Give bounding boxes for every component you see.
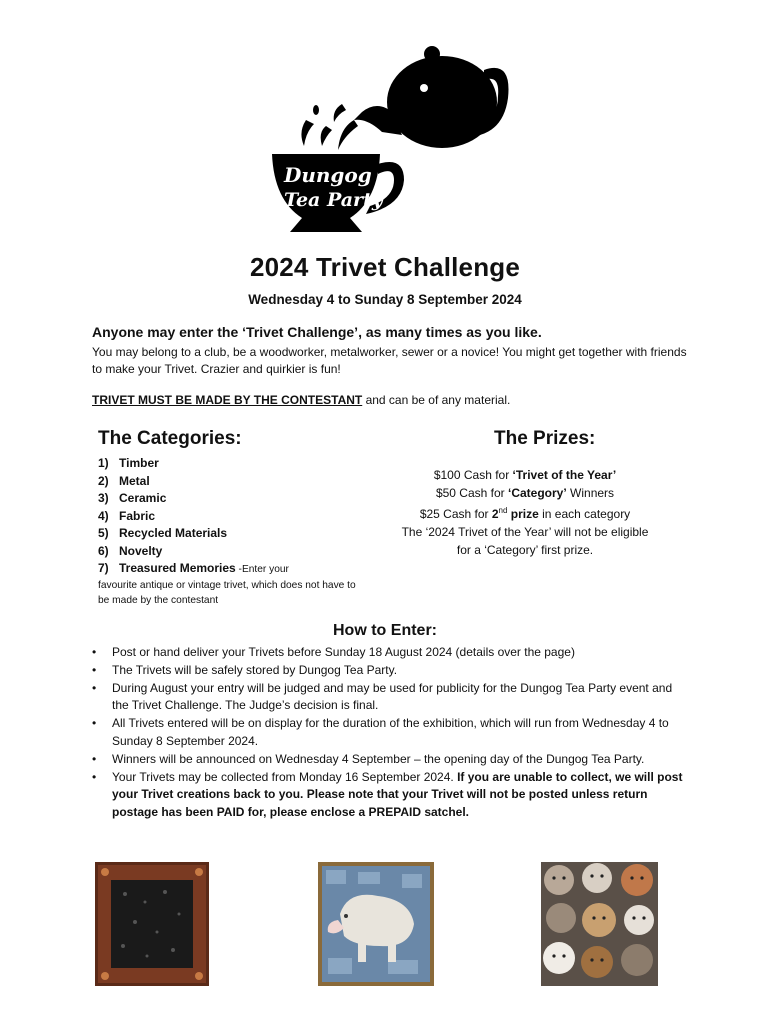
category-item: 1) Timber [98, 456, 159, 470]
trivet-photo-timber-granite [95, 862, 209, 986]
list-item: • Your Trivets may be collected from Monday 16 September 2024. If you are unable to collect, we will post your Trivet creations back to you. Please note that your Trivet will not be posted unless return postage has been PAID for, please enclose a PREPAID satchel. [92, 769, 692, 822]
category-item: 4) Fabric [98, 508, 156, 523]
intro-body: You may belong to a club, be a woodworker, metalworker, sewer or a novice! You might get together with friends to make your Trivet. Crazier and quirkier is fun! [92, 345, 687, 376]
rule-underlined: TRIVET MUST BE MADE BY THE CONTESTANT [92, 393, 363, 407]
logo-line2: Tea Party [284, 189, 383, 211]
pouring-tea-icon [301, 104, 358, 150]
dungog-tea-party-logo [262, 40, 512, 240]
category-item: 6) Novelty [98, 543, 163, 558]
prizes-heading: The Prizes: [494, 428, 596, 449]
category-note: favourite antique or vintage trivet, which does not have to be made by the contestant [98, 580, 356, 606]
category-item: 3) Ceramic [98, 491, 167, 505]
category-item: 5) Recycled Materials [98, 526, 228, 540]
trivet-photo-mosaic-pig [318, 862, 434, 986]
trivet-photo-cats-fabric [541, 862, 658, 986]
contestant-rule [92, 393, 510, 407]
intro-heading: Anyone may enter the ‘Trivet Challenge’, as many times as you like. [92, 324, 542, 340]
rule-rest: and can be of any material. [362, 393, 511, 407]
prize-line: for a ‘Category’ first prize. [456, 543, 594, 557]
prize-line: $25 Cash for 2nd prize in each category [419, 506, 631, 521]
how-to-enter-heading: How to Enter: [333, 622, 437, 639]
category-note-inline: -Enter your [235, 564, 289, 575]
how-to-enter-list [92, 644, 692, 822]
categories-list [98, 455, 358, 578]
list-item: • Winners will be announced on Wednesday 4 September – the opening day of the Dungog Tea Party. [92, 751, 692, 769]
prizes-list [365, 466, 685, 559]
category-item: 7) Treasured Memories -Enter your [98, 561, 289, 575]
category-item: 2) Metal [98, 473, 150, 488]
list-item: • The Trivets will be safely stored by Dungog Tea Party. [92, 662, 692, 680]
prize-line: The ‘2024 Trivet of the Year’ will not be eligible [401, 525, 649, 539]
page-title: 2024 Trivet Challenge [249, 252, 521, 282]
prize-line: $100 Cash for ‘Trivet of the Year’ [433, 468, 617, 482]
teapot-icon [354, 46, 509, 148]
list-item: • All Trivets entered will be on display for the duration of the exhibition, which will run from Wednesday 4 to Sunday 8 September 2024. [92, 715, 692, 751]
list-item: • Post or hand deliver your Trivets before Sunday 18 August 2024 (details over the page) [92, 644, 692, 662]
prize-line: $50 Cash for ‘Category’ Winners [435, 486, 615, 500]
logo-line1: Dungog [284, 163, 372, 187]
list-item: • During August your entry will be judged and may be used for publicity for the Dungog Tea Party event and the Trivet Challenge. The Judge’s decision is final. [92, 680, 692, 716]
event-dates: Wednesday 4 to Sunday 8 September 2024 [248, 292, 522, 307]
categories-heading: The Categories: [98, 428, 242, 449]
